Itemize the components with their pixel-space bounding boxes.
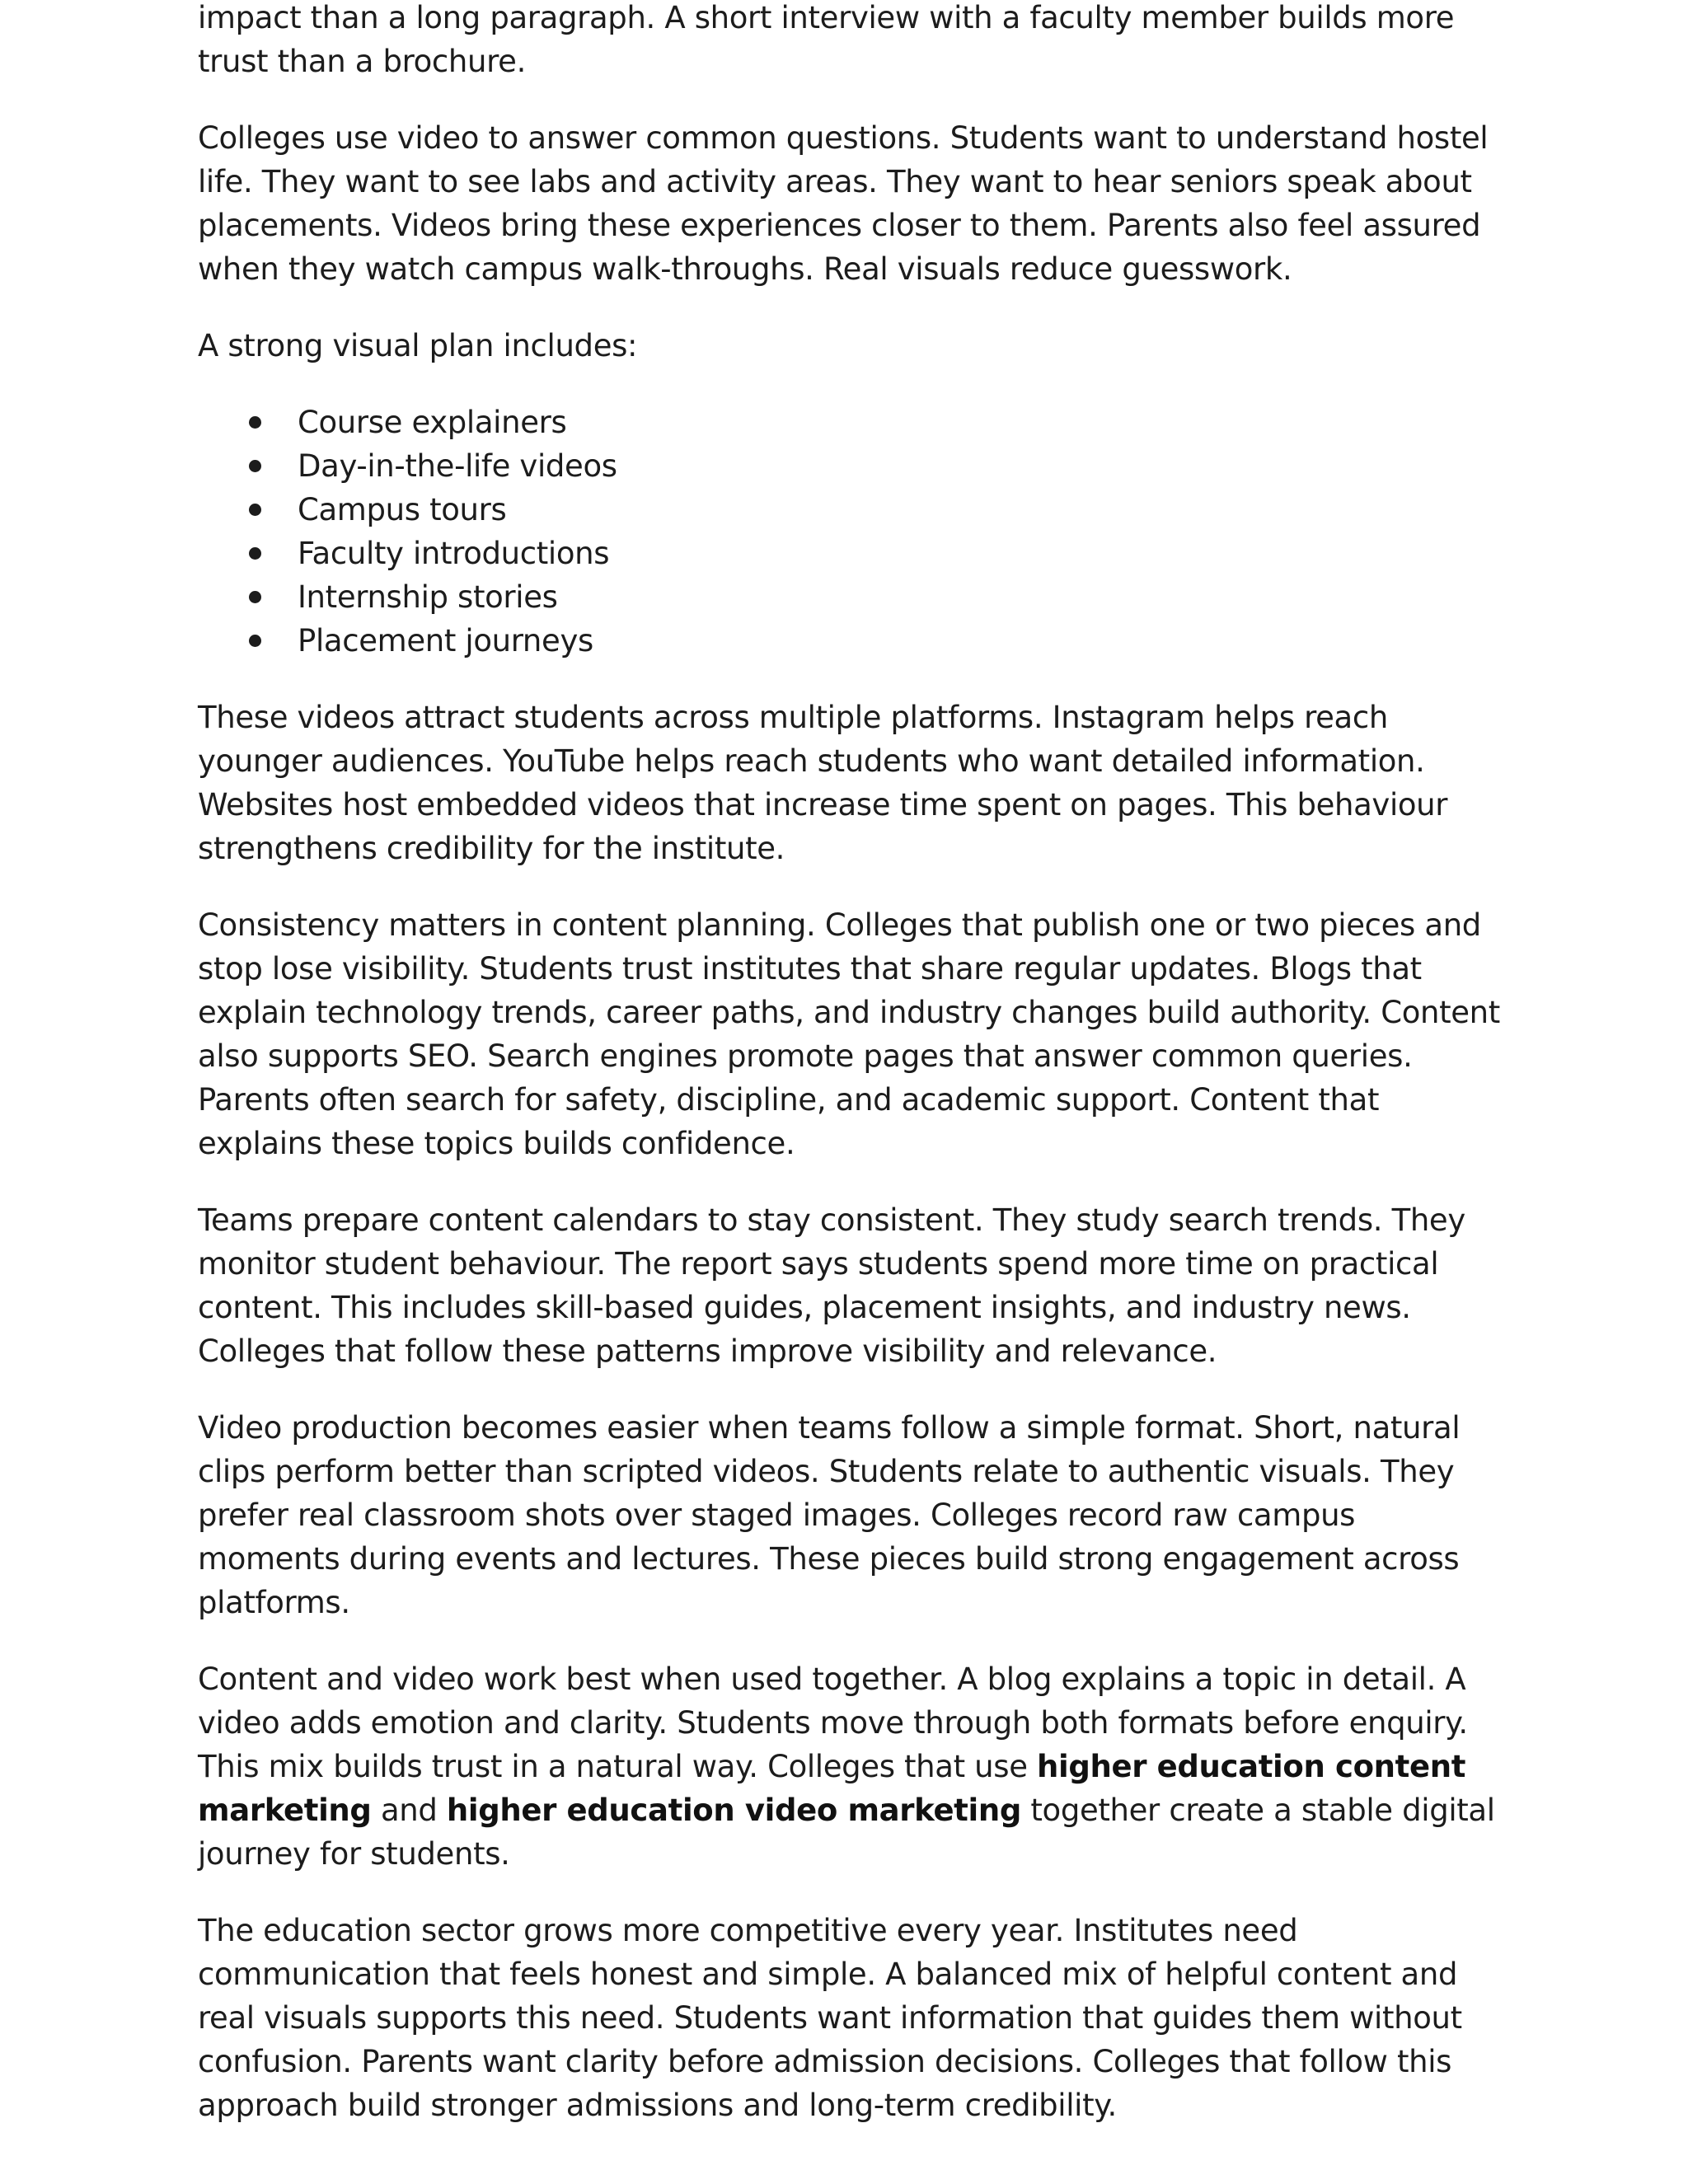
list-intro: A strong visual plan includes: — [198, 328, 638, 363]
paragraph-conclusion: The education sector grows more competitive every year. Institutes need communication that feels honest and simple. A balanced mix of helpful content and real visuals supports this need. Students want information that guides them without confusion. Parents want clarity before admission decisions. Colleges that follow this approach build stronger admissions and long-term credibility. — [198, 1913, 1462, 2123]
list-item-label: Faculty introductions — [298, 536, 610, 571]
list-item-label: Campus tours — [298, 492, 507, 527]
paragraph-content-calendars: Teams prepare content calendars to stay consistent. They study search trends. They monitor student behaviour. The report says students spend more time on practical content. This includes skill-based guides, placement insights, and industry news. Colleges that follow these patterns improve visibility and relevance. — [198, 1202, 1465, 1369]
bold-keyword-content-marketing: higher education content marketing — [198, 1749, 1466, 1828]
paragraph-video-production: Video production becomes easier when teams follow a simple format. Short, natural clips perform better than scripted videos. Students relate to authentic visuals. They prefer real classroom shots over staged images. Colleges record raw campus moments during events and lectures. These pieces build strong engagement across platforms. — [198, 1410, 1461, 1620]
bold-keyword-video-marketing: higher education video marketing — [446, 1793, 1021, 1828]
list-item — [198, 488, 1500, 532]
paragraph-video-questions: Colleges use video to answer common questions. Students want to understand hostel life. They want to see labs and activity areas. They want to hear seniors speak about placements. Videos bring these experiences closer to them. Parents also feel assured when they watch campus walk-throughs. Real visuals reduce guesswork. — [198, 120, 1489, 287]
document-page — [198, 0, 1500, 2160]
bullet-icon — [249, 591, 261, 603]
list-item — [198, 444, 1500, 488]
paragraph-consistency: Consistency matters in content planning. Colleges that publish one or two pieces and stop lose visibility. Students trust institutes that share regular updates. Blogs that explain technology trends, career paths, and industry changes build authority. Content also supports SEO. Search engines promote pages that answer common queries. Parents often search for safety, discipline, and academic support. Content that explains these topics builds confidence. — [198, 907, 1500, 1161]
paragraph-content-and-video — [198, 1657, 1500, 1876]
bullet-icon — [249, 635, 261, 647]
list-item-label: Course explainers — [298, 405, 567, 440]
list-item — [198, 401, 1500, 444]
list-item — [198, 532, 1500, 575]
list-item — [198, 619, 1500, 663]
paragraph-text: and — [371, 1793, 447, 1828]
paragraph-text: Content and video work best when used together. A blog explains a topic in detail. A video adds emotion and clarity. Students move through both formats before enquiry. This mix builds trust in a natural way. Colleges that use — [198, 1661, 1468, 1784]
bullet-icon — [249, 416, 261, 429]
visual-plan-list — [198, 401, 1500, 663]
bullet-icon — [249, 547, 261, 560]
list-item-label: Internship stories — [298, 579, 558, 615]
paragraph-intro-tail: impact than a long paragraph. A short interview with a faculty member builds more trust than a brochure. — [198, 0, 1455, 79]
paragraph-platforms: These videos attract students across multiple platforms. Instagram helps reach younger audiences. YouTube helps reach students who want detailed information. Websites host embedded videos that increase time spent on pages. This behaviour strengthens credibility for the institute. — [198, 700, 1448, 866]
list-item-label: Day-in-the-life videos — [298, 448, 617, 484]
paragraph-text: together create a stable digital journey for students. — [198, 1793, 1495, 1872]
bullet-icon — [249, 460, 261, 472]
list-item — [198, 575, 1500, 619]
list-item-label: Placement journeys — [298, 623, 593, 658]
bullet-icon — [249, 504, 261, 516]
